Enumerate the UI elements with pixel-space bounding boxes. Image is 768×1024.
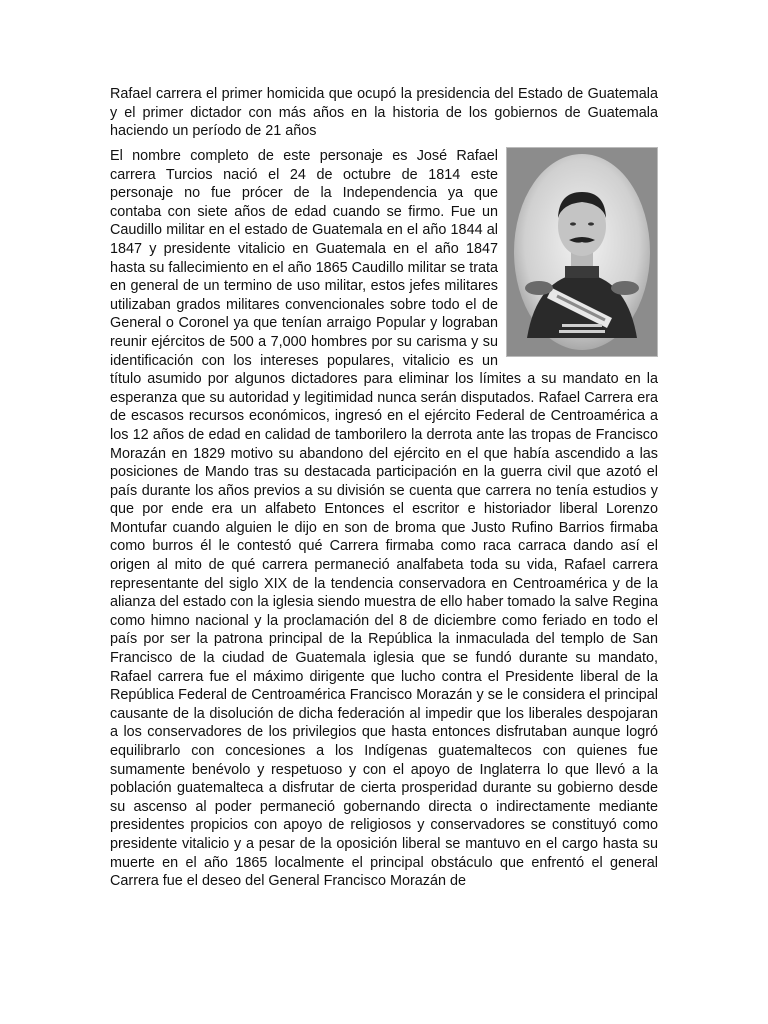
intro-paragraph: Rafael carrera el primer homicida que ocupó la presidencia del Estado de Guatemala y el primer dictador con más años en la historia de los gobiernos de Guatemala haciendo un período de 21 años xyxy=(110,86,658,140)
main-paragraph: El nombre completo de este personaje es José Rafael carrera Turcios nació el 24 de octubre de 1814 este personaje no fue prócer de la Independencia ya que contaba con siete años de edad cuando se firmo. Fue un Caudillo militar en el estado de Guatemala en el año 1844 al 1847 y presidente vitalicio en Guatemala en el año 1847 hasta su fallecimiento en el año 1865 Caudillo militar se trata en general de un termino de uso militar, estos jefes militares utilizaban grados militares convencionales sobre todo el de General o Coronel ya que tenían arraigo Popular y lograban reunir ejércitos de 500 a 7,000 hombres por su carisma y su identificación con los intereses populares, vitalicio es un título asumido por algunos dictadores para eliminar los límites a su mandato en la esperanza que su autoridad y legitimidad nunca serán disputados. Rafael Carrera era de escasos recursos económicos, ingresó en el ejército Federal de Centroamérica a los 12 años de edad en calidad de tamborilero la derrota ante las tropas de Francisco Morazán en 1829 motivo su abandono del ejército en el que había ascendido a las posiciones de Mando tras su destacada participación en la guerra civil que azotó el país durante los años previos a su división se cuenta que carrera no tenía estudios y que por ende era un alfabeto Entonces el escritor e historiador liberal Lorenzo Montufar cuando alguien le dijo en son de broma que Justo Rufino Barrios firmaba como burros él le contestó qué Carrera firmaba como raca carraca dando así el origen al mito de qué carrera permaneció analfabeta toda su vida, Rafael carrera representante del siglo XIX de la tendencia conservadora en Centroamérica y de la alianza del estado con la iglesia siendo muestra de ello haber tomado la salve Regina como himno nacional y la proclamación del 8 de diciembre como feriado en todo el país por ser la patrona principal de la República la inmaculada del templo de San Francisco de la ciudad de Guatemala iglesia que se fundó durante su mandato, Rafael carrera fue el máximo dirigente que lucho contra el Presidente liberal de la República Federal de Centroamérica Francisco Morazán y se le considera el principal causante de la disolución de dicha federación al impedir que los liberales despojaran a los conservadores de los privilegios que hasta entonces disfrutaban aunque logró equilibrarlo con concesiones a los Indígenas guatemaltecos con quienes fue sumamente benévolo y respetuoso y con el apoyo de Inglaterra lo que llevó a la población guatemalteca a disfrutar de cierta prosperidad durante su gobierno desde su ascenso al poder permaneció gobernando directa o indirectamente mediante presidentes propicios con apoyo de religiosos y conservadores se constituyó como presidente vitalicio y a pesar de la oposición liberal se mantuvo en el cargo hasta su muerte en el año 1865 localmente el principal obstáculo que enfrentó el general Carrera fue el deseo del General Francisco Morazán de xyxy=(110,148,658,890)
main-paragraph-block xyxy=(110,147,658,891)
portrait-image xyxy=(506,147,658,357)
portrait-icon xyxy=(507,148,657,356)
